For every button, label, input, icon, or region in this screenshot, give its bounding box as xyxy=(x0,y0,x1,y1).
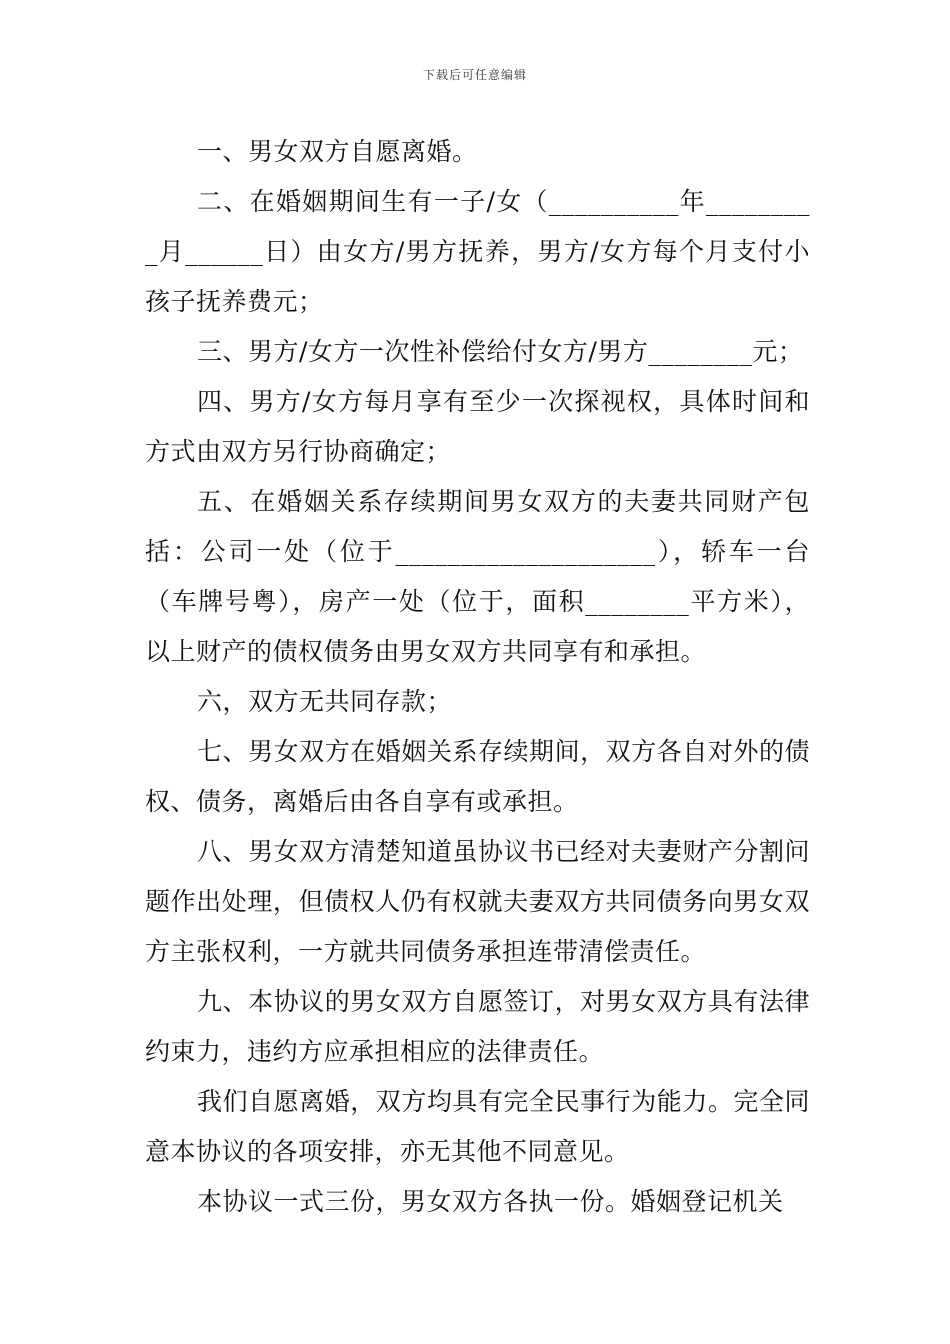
clause-1: 一、男女双方自愿离婚。 xyxy=(197,137,478,166)
clause-7: 七、男女双方在婚姻关系存续期间，双方各自对外的债权、债务，离婚后由各自享有或承担。 xyxy=(145,737,810,816)
copies-statement: 本协议一式三份，男女双方各执一份。婚姻登记机关 xyxy=(197,1187,784,1216)
clause-2: 二、在婚姻期间生有一子/女（__________年________ _月______日）由女方/男方抚养，男方/女方每个月支付小孩子抚养费元； xyxy=(145,187,810,316)
clause-8: 八、男女双方清楚知道虽协议书已经对夫妻财产分割问题作出处理，但债权人仍有权就夫妻双方共同债务向男女双方主张权利，一方就共同债务承担连带清偿责任。 xyxy=(145,837,810,966)
consent-statement: 我们自愿离婚，双方均具有完全民事行为能力。完全同意本协议的各项安排，亦无其他不同意见。 xyxy=(145,1087,810,1166)
clause-9: 九、本协议的男女双方自愿签订，对男女双方具有法律约束力，违约方应承担相应的法律责任。 xyxy=(145,987,810,1066)
clause-6: 六，双方无共同存款； xyxy=(197,687,453,716)
header-note: 下载后可任意编辑 xyxy=(422,68,527,82)
clause-3: 三、男方/女方一次性补偿给付女方/男方________元； xyxy=(197,337,804,366)
clause-5: 五、在婚姻关系存续期间男女双方的夫妻共同财产包括：公司一处（位于____________________），轿车一台（车牌号粤），房产一处（位于，面积________平方米），以上财产的债权债务由男女双方共同享有和承担。 xyxy=(145,487,810,666)
clause-4: 四、男方/女方每月享有至少一次探视权，具体时间和方式由双方另行协商确定； xyxy=(145,387,810,466)
agreement-body xyxy=(145,127,810,1227)
